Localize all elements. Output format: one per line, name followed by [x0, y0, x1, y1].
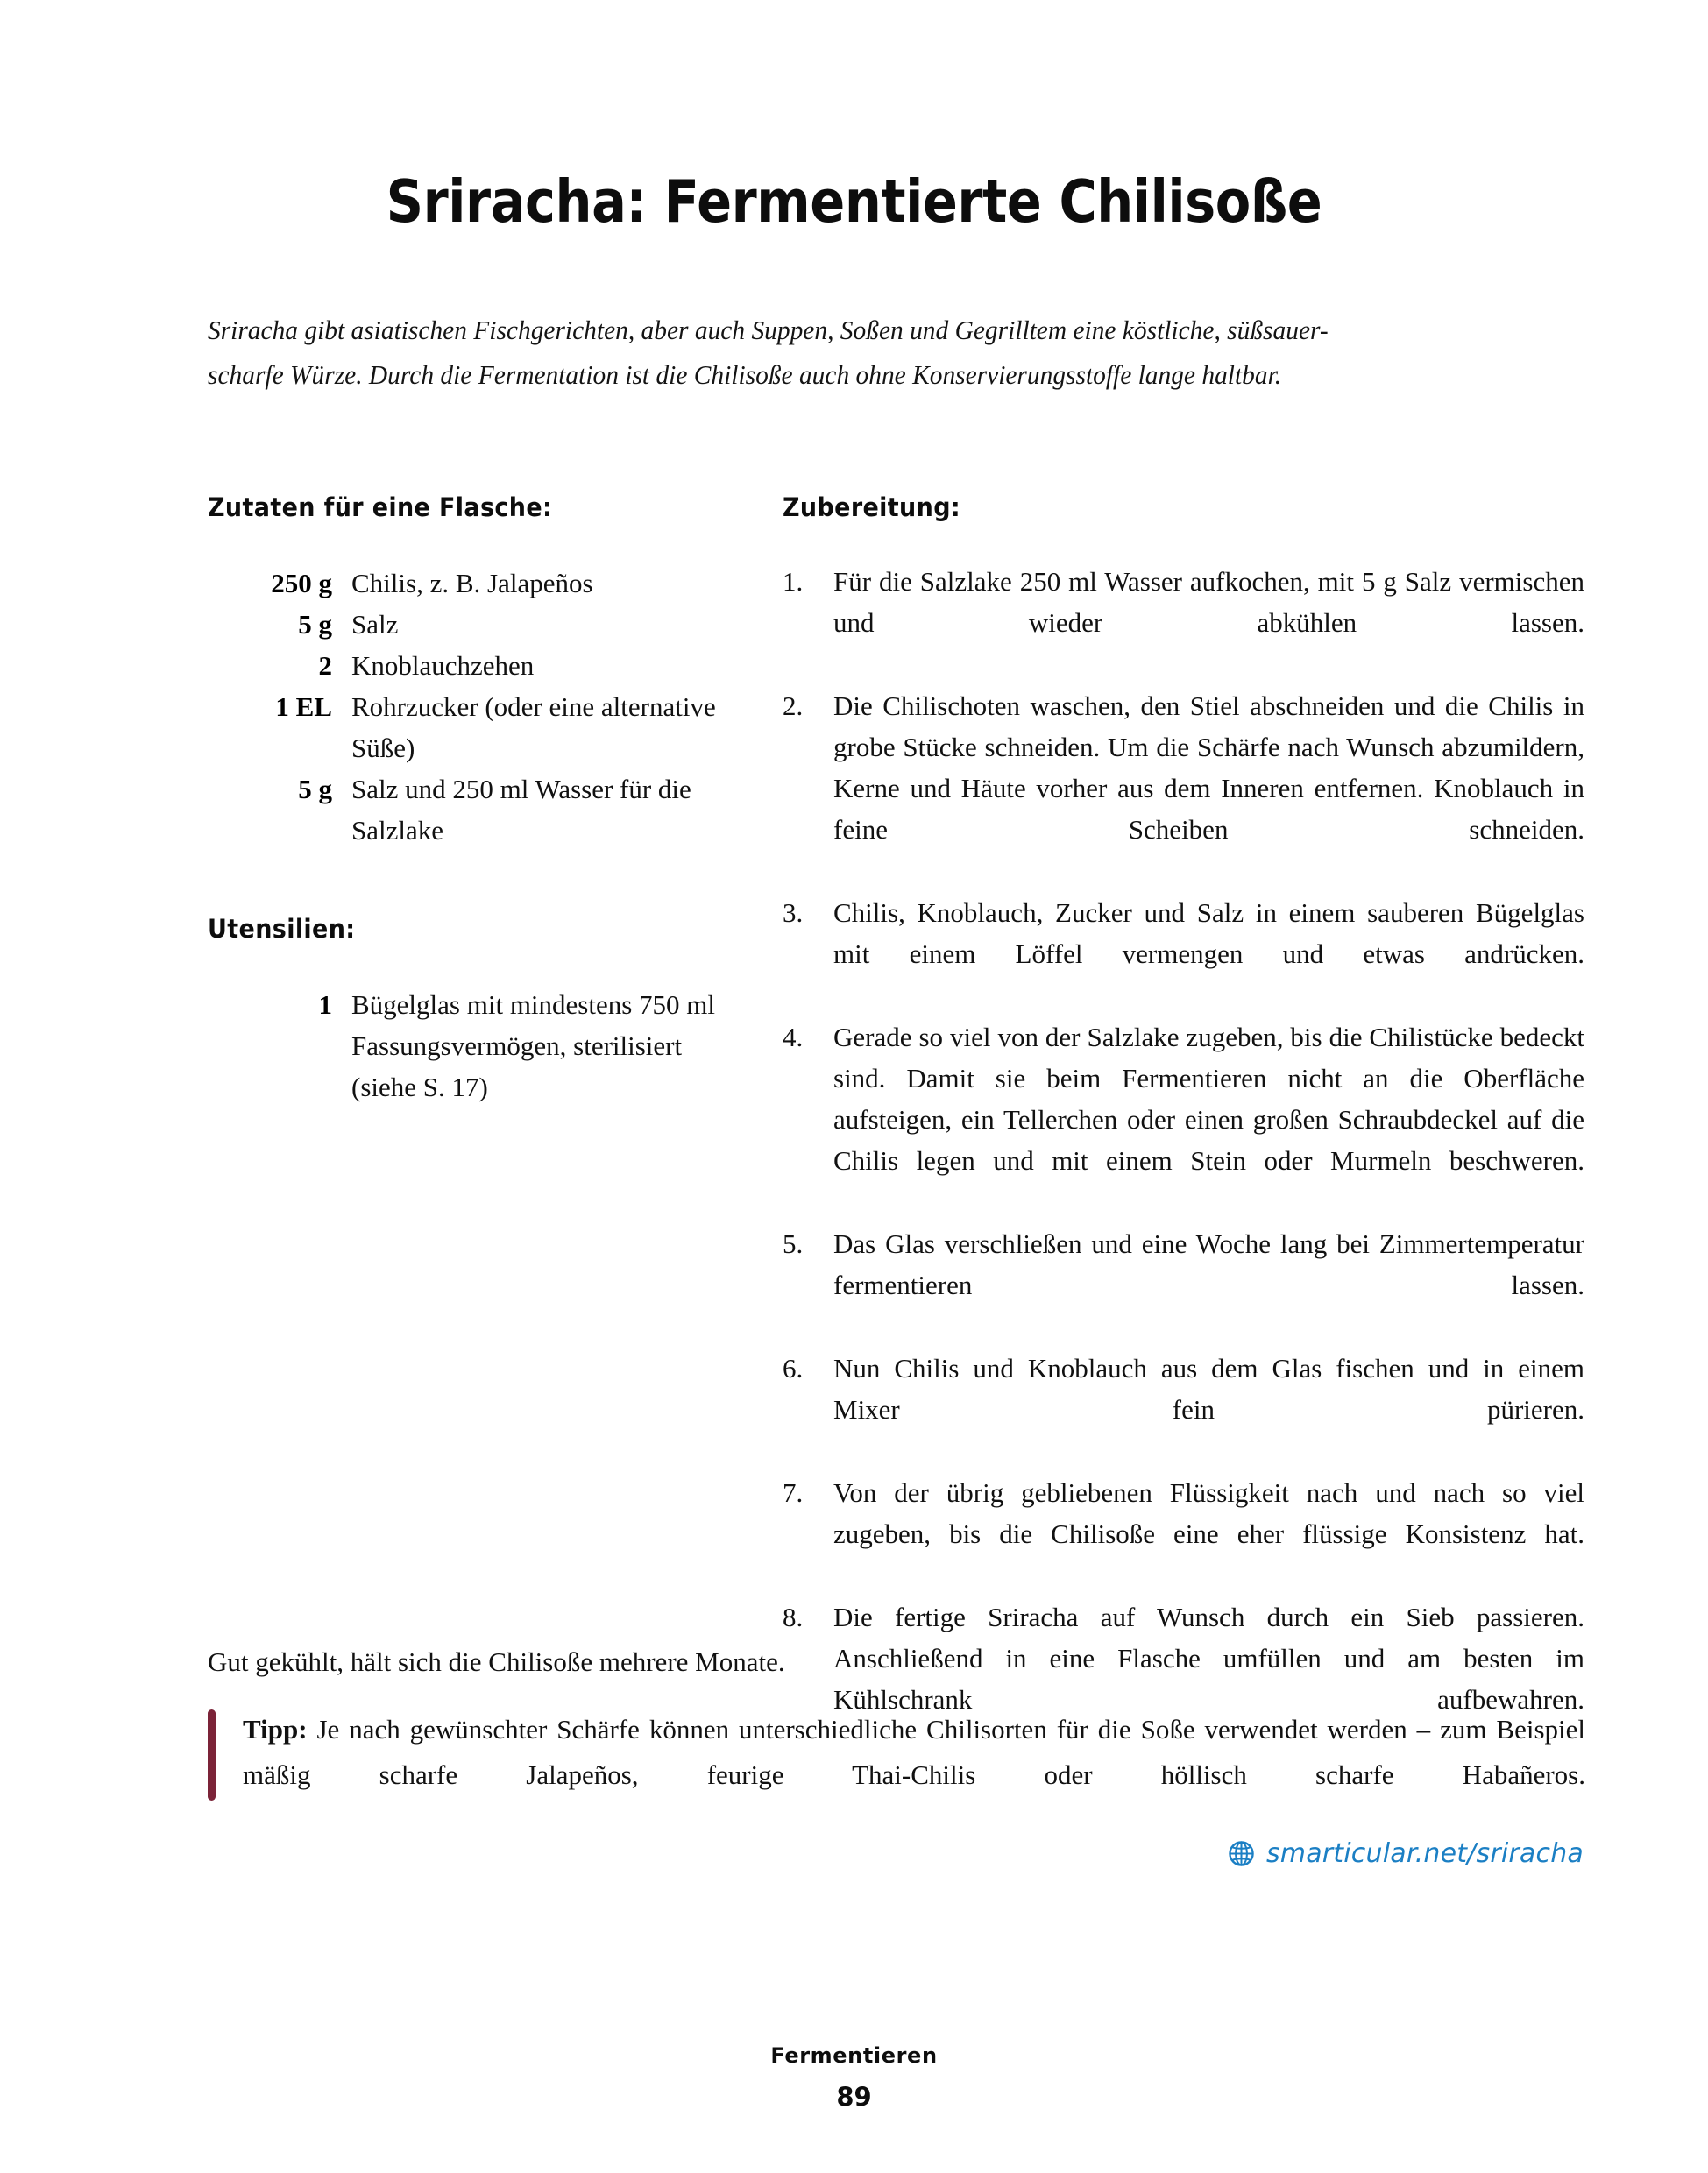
step-item — [783, 561, 1584, 684]
utensils-heading: Utensilien: — [208, 914, 356, 944]
ingredient-label: Salz und 250 ml Wasser für die Salzlake — [351, 774, 691, 846]
ingredient-label: Salz — [351, 609, 399, 640]
step-text: Für die Salzlake 250 ml Wasser aufkochen, mit 5 g Salz vermischen und wieder abkühlen lassen. — [833, 566, 1584, 638]
ingredients-heading: Zutaten für eine Flasche: — [208, 492, 553, 522]
ingredient-amount: 5 g — [298, 609, 332, 640]
step-item — [783, 1223, 1584, 1347]
right-column — [783, 492, 1584, 1762]
utensil-label: Bügelglas mit mindestens 750 ml Fassungsvermögen, sterilisiert (siehe S. 17) — [351, 989, 716, 1102]
utensil-row — [208, 984, 734, 1108]
step-text: Das Glas verschließen und eine Woche lang bei Zimmertemperatur fermentieren lassen. — [833, 1228, 1584, 1300]
ingredient-row — [208, 686, 734, 768]
ingredient-amount: 2 — [318, 650, 332, 681]
footer-chapter: Fermentieren — [770, 2043, 938, 2068]
intro-line-2: scharfe Würze. Durch die Fermentation ist die Chilisoße auch ohne Konservierungsstoffe lange haltbar. — [208, 360, 1282, 390]
preparation-steps — [783, 561, 1584, 1761]
step-item — [783, 685, 1584, 891]
step-item — [783, 1016, 1584, 1222]
ingredient-row — [208, 768, 734, 851]
globe-icon — [1228, 1840, 1255, 1867]
left-column — [208, 492, 734, 1108]
tip-body: Je nach gewünschter Schärfe können unterschiedliche Chilisorten für die Soße verwendet werden – zum Beispiel mäßig scharfe Jalapeños, feurige Thai-Chilis oder höllisch scharfe Habañeros. — [243, 1714, 1585, 1790]
step-number: 8. — [783, 1602, 804, 1632]
step-text: Gerade so viel von der Salzlake zugeben, bis die Chilistücke bedeckt sind. Damit sie beim Fermentieren nicht an die Oberfläche aufsteigen, ein Tellerchen oder einen großen Schraubdeckel auf die Chilis legen und mit einem Stein oder Murmeln beschweren. — [833, 1022, 1584, 1176]
ingredient-label: Chilis, z. B. Jalapeños — [351, 568, 593, 598]
ingredient-label: Knoblauchzehen — [351, 650, 535, 681]
ingredient-row — [208, 563, 734, 604]
ingredient-amount: 1 EL — [275, 691, 332, 722]
tip-accent-bar — [208, 1709, 216, 1801]
step-item — [783, 1472, 1584, 1596]
step-text: Die Chilischoten waschen, den Stiel abschneiden und die Chilis in grobe Stücke schneiden. Um die Schärfe nach Wunsch abzumildern, Kerne und Häute vorher aus dem Inneren entfernen. Knoblauch in feine Scheiben schneiden. — [833, 690, 1584, 845]
intro-paragraph — [208, 308, 1535, 398]
step-number: 5. — [783, 1228, 804, 1259]
step-item — [783, 892, 1584, 1016]
page-title: Sriracha: Fermentierte Chilisoße — [386, 166, 1322, 236]
ingredient-row — [208, 604, 734, 645]
step-number: 3. — [783, 897, 804, 928]
ingredient-label: Rohrzucker (oder eine alternative Süße) — [351, 691, 716, 763]
footer-page-number: 89 — [836, 2082, 872, 2112]
step-number: 7. — [783, 1477, 804, 1508]
step-item — [783, 1348, 1584, 1471]
ingredient-row — [208, 645, 734, 686]
utensil-amount: 1 — [318, 989, 332, 1020]
step-number: 6. — [783, 1353, 804, 1384]
page-footer — [0, 2043, 1708, 2112]
step-number: 1. — [783, 566, 804, 597]
step-text: Von der übrig gebliebenen Flüssigkeit nach und nach so viel zugeben, bis die Chilisoße eine eher flüssige Konsistenz hat. — [833, 1477, 1584, 1549]
tip-box — [208, 1707, 1585, 1844]
step-text: Chilis, Knoblauch, Zucker und Salz in einem sauberen Bügelglas mit einem Löffel vermengen und etwas andrücken. — [833, 897, 1584, 969]
tip-label: Tipp: — [243, 1714, 308, 1745]
ingredient-amount: 250 g — [271, 568, 332, 598]
step-number: 4. — [783, 1022, 804, 1052]
intro-line-1: Sriracha gibt asiatischen Fischgerichten, aber auch Suppen, Soßen und Gegrilltem eine köstliche, süßsauer- — [208, 315, 1329, 345]
preparation-heading: Zubereitung: — [783, 492, 961, 522]
step-text: Nun Chilis und Knoblauch aus dem Glas fischen und in einem Mixer fein pürieren. — [833, 1353, 1584, 1425]
step-number: 2. — [783, 690, 804, 721]
step-text: Die fertige Sriracha auf Wunsch durch ein Sieb passieren. Anschließend in eine Flasche umfüllen und am besten im Kühlschrank aufbewahren. — [833, 1602, 1584, 1715]
utensils-table — [208, 984, 734, 1108]
ingredient-amount: 5 g — [298, 774, 332, 804]
tip-text — [243, 1707, 1585, 1844]
source-link[interactable] — [1228, 1838, 1584, 1869]
closing-note: Gut gekühlt, hält sich die Chilisoße mehrere Monate. — [208, 1646, 785, 1677]
ingredients-table — [208, 563, 734, 851]
source-link-text[interactable]: smarticular.net/sriracha — [1265, 1838, 1584, 1869]
